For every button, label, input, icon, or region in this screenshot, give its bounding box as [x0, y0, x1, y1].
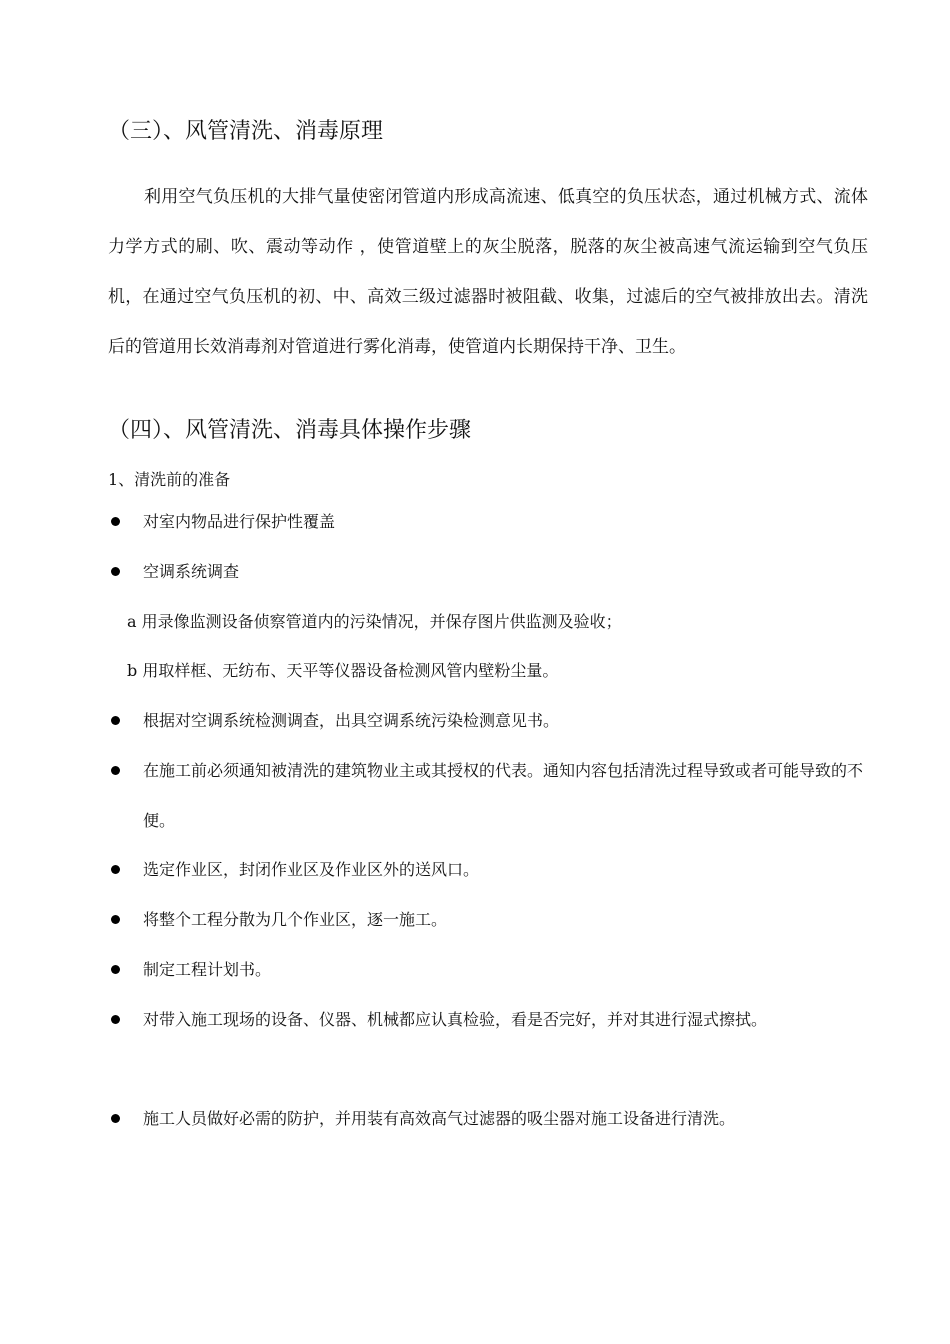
list-item-text: 在施工前必须通知被清洗的建筑物业主或其授权的代表。通知内容包括清洗过程导致或者可能导致的不便。: [143, 761, 864, 830]
list-item-text: 将整个工程分散为几个作业区，逐一施工。: [143, 910, 448, 929]
section-heading-steps: （四）、风管清洗、消毒具体操作步骤: [108, 418, 472, 443]
list-item: [108, 995, 868, 1045]
survey-item-b: b 用取样框、无纺布、天平等仪器设备检测风管内壁粉尘量。: [127, 661, 559, 680]
bullet-icon: [111, 766, 120, 775]
list-item: [108, 696, 868, 746]
bullet-icon: [111, 517, 120, 526]
list-item: [108, 547, 868, 597]
list-item-text: 施工人员做好必需的防护，并用装有高效高气过滤器的吸尘器对施工设备进行清洗。: [143, 1109, 736, 1128]
bullet-icon: [111, 1114, 120, 1123]
list-item: [108, 895, 868, 945]
list-item-text: 根据对空调系统检测调查，出具空调系统污染检测意见书。: [143, 711, 560, 730]
list-item: [108, 845, 868, 895]
bullet-icon: [111, 1015, 120, 1024]
section-heading-principle: （三）、风管清洗、消毒原理: [108, 119, 384, 144]
bullet-icon: [111, 716, 120, 725]
list-item-text: 制定工程计划书。: [143, 960, 272, 979]
bullet-icon: [111, 965, 120, 974]
principle-paragraph: 利用空气负压机的大排气量使密闭管道内形成高流速、低真空的负压状态，通过机械方式、流体力学方式的刷、吹、震动等动作 ，使管道壁上的灰尘脱落，脱落的灰尘被高速气流运输到空气负压机，在通过空气负压机的初、中、高效三级过滤器时被阻截、收集，过滤后的空气被排放出去。清洗后的管道用长效消毒剂对管道进行雾化消毒，使管道内长期保持干净、卫生。: [108, 187, 868, 357]
survey-item-a: a 用录像监测设备侦察管道内的污染情况，并保存图片供监测及验收；: [127, 612, 622, 631]
list-item: [108, 945, 868, 995]
list-item: [108, 1094, 868, 1144]
list-item-text: 对室内物品进行保护性覆盖: [143, 512, 336, 531]
list-item: [108, 746, 868, 846]
step-title-preparation: 1、清洗前的准备: [108, 470, 231, 489]
bullet-icon: [111, 865, 120, 874]
bullet-icon: [111, 567, 120, 576]
bullet-icon: [111, 915, 120, 924]
list-item: [108, 497, 868, 547]
list-item-text: 选定作业区，封闭作业区及作业区外的送风口。: [143, 860, 480, 879]
list-item-text: 空调系统调查: [143, 562, 240, 581]
list-item-text: 对带入施工现场的设备、仪器、机械都应认真检验，看是否完好，并对其进行湿式擦拭。: [143, 1010, 768, 1029]
